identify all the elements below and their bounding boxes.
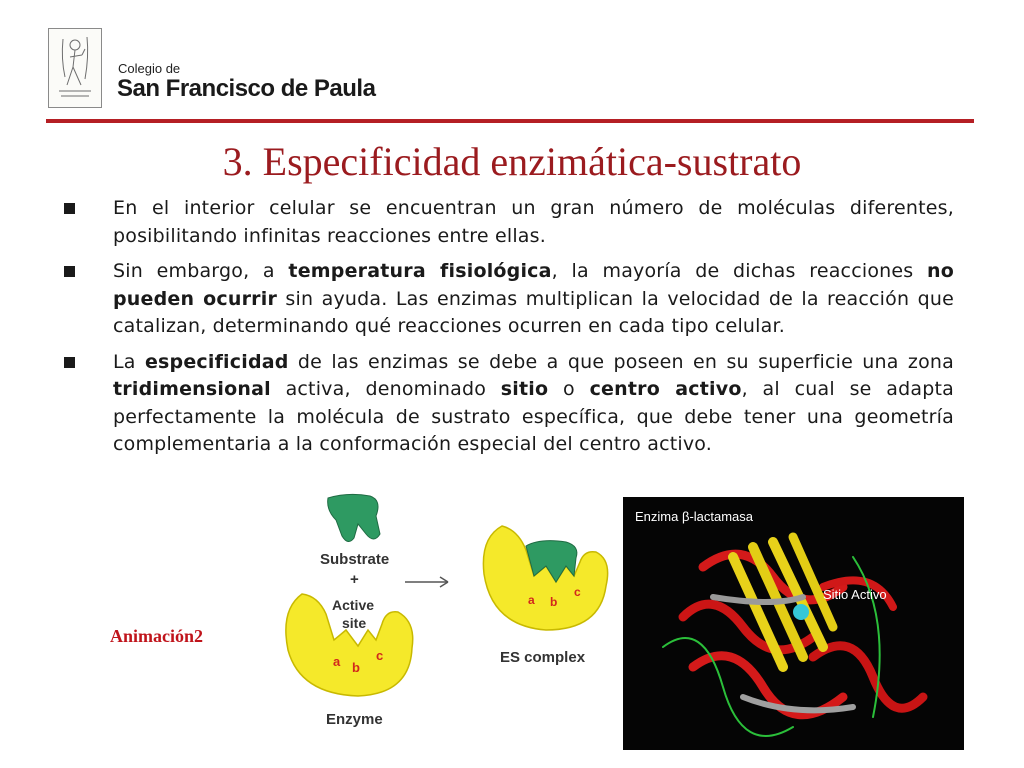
es-letter-c: c [574, 585, 581, 599]
bold-term: no pueden ocurrir [113, 260, 954, 310]
bullet-text-part: En el interior celular se encuentran un gran número de moléculas diferentes, posibilitando infinitas reacciones entre ellas. [113, 197, 954, 247]
bullet-text-part: sin ayuda. Las enzimas multiplican la velocidad de la reacción que catalizan, determinando qué reacciones ocurren en cada tipo celular. [113, 287, 954, 337]
bullet-text [113, 258, 954, 341]
enzyme-label: Enzyme [326, 711, 383, 728]
site-letter-a: a [333, 654, 341, 669]
es-letter-a: a [528, 593, 535, 607]
bold-term: centro activo [589, 378, 742, 400]
school-crest-icon [48, 28, 102, 108]
logo-line-big: San Francisco de Paula [117, 75, 376, 102]
bullet-text-part: o [548, 378, 590, 400]
bullet-list [64, 195, 954, 467]
bullet-text-part: , al cual se adapta perfectamente la molécula de sustrato específica, que debe tener una geometría complementaria a la conformación especial del centro activo. [113, 378, 954, 455]
animation-link[interactable]: Animación2 [110, 626, 204, 646]
active-site-label-2: site [342, 615, 367, 631]
bullet-text-part: de las enzimas se debe a que poseen en su superficie una zona [288, 350, 954, 373]
slide-title: 3. Especificidad enzimática-sustrato [222, 139, 802, 184]
active-site-label: Sitio Activo [823, 587, 887, 602]
reaction-arrow-icon [405, 577, 448, 587]
bullet-text-part: La [113, 350, 145, 373]
substrate-label: Substrate [320, 551, 390, 568]
bold-term: temperatura fisiológica [288, 260, 552, 282]
photo-title: Enzima β-lactamasa [635, 509, 754, 524]
bold-term: tridimensional [113, 378, 271, 400]
bullet-square-icon [64, 266, 75, 277]
bold-term: especificidad [144, 350, 289, 373]
enzyme-substrate-diagram [270, 490, 620, 750]
bullet-text [113, 349, 954, 459]
bullet-item [64, 195, 954, 250]
es-complex-label: ES complex [500, 649, 586, 666]
bullet-text-part: Sin embargo, a [113, 260, 289, 282]
bullet-text-part: activa, denominado [270, 378, 501, 400]
bullet-item [64, 258, 954, 341]
bullet-text [113, 195, 954, 250]
site-letter-b: b [352, 660, 360, 675]
logo-line-small: Colegio de [118, 61, 181, 76]
bullet-item [64, 349, 954, 459]
active-site-label-1: Active [332, 597, 375, 613]
substrate-shape [328, 494, 380, 541]
active-site-marker [793, 604, 809, 620]
es-letter-b: b [550, 595, 558, 609]
plus-label: + [350, 571, 359, 588]
bullet-text-part: , la mayoría de dichas reacciones [551, 260, 928, 282]
bullet-square-icon [64, 203, 75, 214]
bullet-square-icon [64, 357, 75, 368]
header-divider [46, 119, 974, 123]
site-letter-c: c [376, 648, 384, 663]
protein-structure-image [623, 497, 964, 750]
bold-term: sitio [500, 378, 549, 400]
